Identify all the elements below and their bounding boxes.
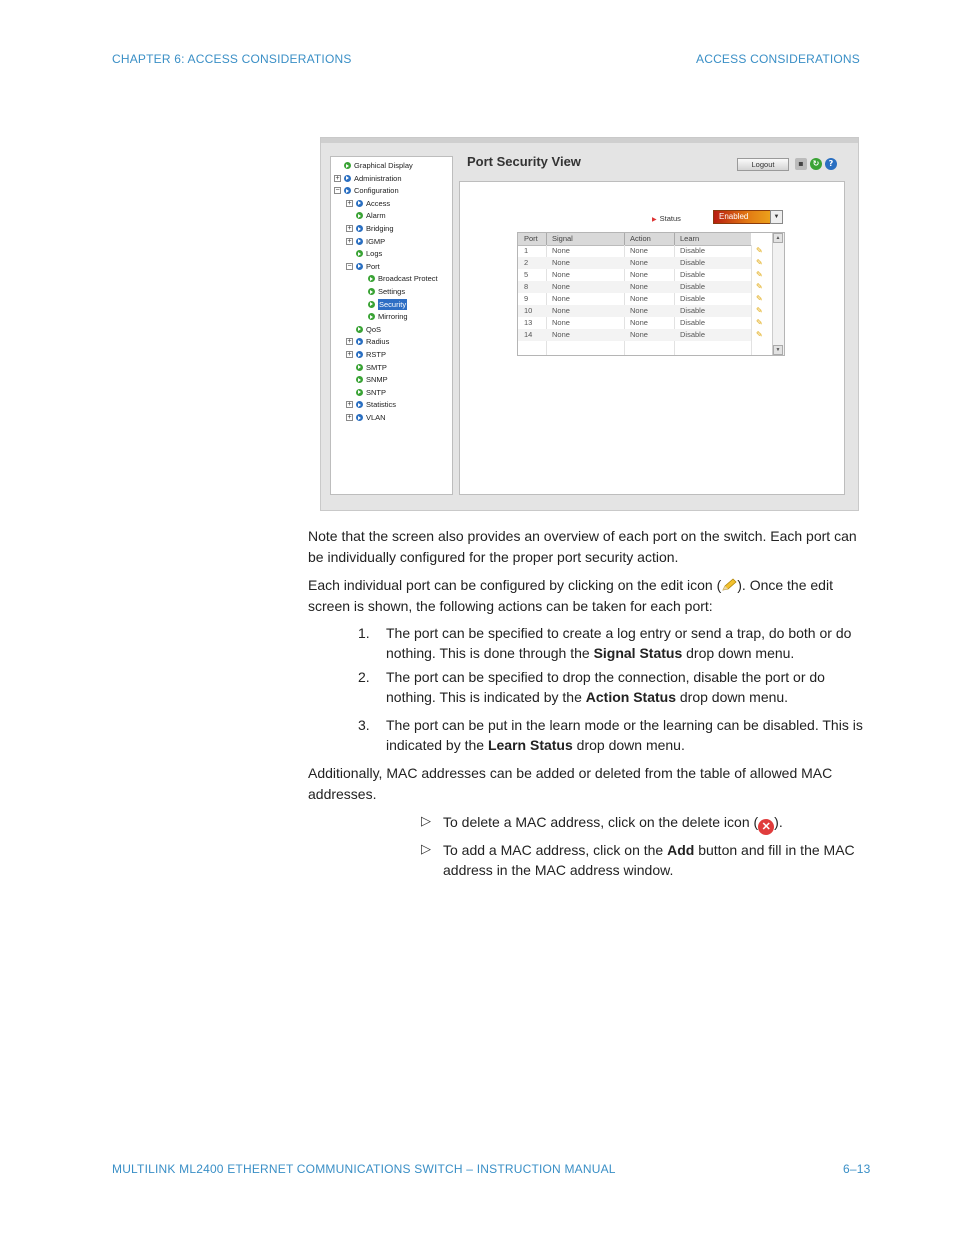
triangle-bullet-icon: ▷ (421, 814, 431, 829)
edit-pencil-icon[interactable]: ✎ (756, 246, 763, 255)
tree-spacer (346, 212, 353, 219)
tree-item[interactable] (346, 248, 382, 259)
tree-item[interactable] (346, 210, 386, 221)
tree-spacer (346, 376, 353, 383)
tree-item[interactable] (346, 198, 390, 209)
tree-node-icon (356, 376, 363, 383)
tree-node-icon (344, 187, 351, 194)
col-header-learn[interactable]: Learn (680, 234, 700, 243)
tree-item-label: RSTP (366, 350, 387, 359)
tree-node-icon (356, 364, 363, 371)
table-cell: None (630, 294, 648, 303)
tree-item-label: QoS (366, 324, 382, 334)
tree-item-label: Mirroring (378, 312, 408, 322)
bullet-delete-mac-pre: To delete a MAC address, click on the delete icon ( (443, 814, 759, 830)
tree-item[interactable] (346, 261, 380, 272)
table-cell: None (552, 330, 570, 339)
tree-item[interactable] (346, 412, 386, 423)
tree-node-icon (368, 288, 375, 295)
paragraph-mac: Additionally, MAC addresses can be added or deleted from the table of allowed MAC addresses. (308, 765, 833, 802)
tree-item[interactable] (346, 324, 381, 335)
table-cell: Disable (680, 294, 706, 303)
table-cell: Disable (680, 246, 706, 255)
edit-pencil-icon[interactable]: ✎ (756, 270, 763, 279)
table-cell: None (552, 318, 570, 327)
running-footer-left: MULTILINK ML2400 ETHERNET COMMUNICATIONS SWITCH – INSTRUCTION MANUAL (112, 1162, 616, 1176)
tree-spacer (358, 301, 365, 308)
logout-button[interactable]: Logout (737, 158, 789, 171)
tree-node-icon (356, 212, 363, 219)
status-dropdown[interactable] (713, 210, 783, 224)
table-cell: None (630, 282, 648, 291)
collapse-icon[interactable]: − (347, 262, 352, 270)
tree-spacer (358, 275, 365, 282)
status-label-text: Status (659, 214, 681, 223)
tree-item[interactable] (358, 311, 408, 322)
tree-item[interactable] (346, 223, 394, 234)
tree-item-label: Logs (366, 249, 383, 259)
list-item-bold: Action Status (585, 689, 676, 705)
expand-icon[interactable]: + (347, 225, 352, 232)
list-item (386, 667, 864, 707)
table-cell: None (630, 270, 648, 279)
tree-item-label: Bridging (366, 224, 394, 233)
tree-node-icon (356, 389, 363, 396)
tree-item[interactable] (334, 185, 399, 196)
panel-title: Port Security View (467, 154, 581, 169)
tree-spacer (346, 389, 353, 396)
tree-item[interactable] (334, 160, 413, 171)
table-row[interactable] (518, 245, 763, 257)
table-cell: Disable (680, 270, 706, 279)
table-scrollbar[interactable] (772, 233, 784, 355)
list-number: 3. (358, 717, 370, 733)
help-icon[interactable]: ? (825, 158, 837, 170)
tree-item-label: Statistics (366, 400, 397, 410)
table-cell: None (552, 306, 570, 315)
bullet-add-mac-pre: To add a MAC address, click on the (443, 842, 668, 858)
edit-pencil-icon[interactable]: ✎ (756, 306, 763, 315)
tree-item[interactable] (346, 387, 386, 398)
tree-node-icon (356, 200, 363, 207)
table-row[interactable] (518, 257, 763, 269)
bullet-add-mac-bold: Add (667, 842, 695, 858)
col-header-port[interactable]: Port (524, 234, 538, 243)
tree-item-label: Broadcast Protect (378, 274, 438, 284)
list-item (386, 715, 864, 755)
tree-item-label: Access (366, 198, 391, 208)
expand-icon[interactable]: + (347, 237, 352, 245)
navigation-tree (330, 156, 453, 495)
table-cell: 14 (524, 330, 533, 339)
port-security-screenshot (320, 137, 859, 511)
scroll-up-icon[interactable]: ▲ (773, 233, 783, 243)
tree-spacer (346, 364, 353, 371)
tree-spacer (358, 288, 365, 295)
tree-item[interactable] (358, 273, 438, 284)
tree-node-icon (356, 326, 363, 333)
expand-icon[interactable]: + (347, 414, 352, 421)
list-item-bold: Learn Status (487, 737, 573, 753)
running-header-right: ACCESS CONSIDERATIONS (696, 52, 861, 66)
table-row[interactable] (518, 305, 763, 317)
page-number: 6–13 (843, 1162, 871, 1176)
tree-item-label: SMTP (366, 362, 387, 372)
port-security-table (517, 232, 785, 356)
table-row[interactable] (518, 269, 763, 281)
table-row[interactable] (518, 293, 763, 305)
bullet-add-mac-post: button and fill in the MAC address in the MAC address window. (443, 842, 855, 878)
tree-item[interactable] (346, 374, 388, 385)
table-cell: 5 (524, 270, 529, 279)
table-cell: None (630, 306, 648, 315)
tree-node-icon (368, 275, 375, 282)
table-cell: None (630, 318, 648, 327)
screenshot-top-bar (321, 138, 858, 143)
paragraph-overview: Note that the screen also provides an overview of each port on the switch. Each port can be individually configured for the proper port security action. (308, 528, 857, 565)
tree-item[interactable] (346, 349, 386, 360)
tree-item-label: Radius (366, 337, 390, 347)
list-item-text: drop down menu. (682, 645, 795, 661)
tree-node-icon (368, 313, 375, 320)
col-header-signal[interactable]: Signal (552, 234, 573, 243)
table-cell: Disable (680, 282, 706, 291)
expand-icon[interactable]: + (347, 338, 352, 346)
table-cell: None (552, 294, 570, 303)
table-cell: Disable (680, 330, 706, 339)
tree-item-label: Settings (378, 287, 406, 296)
table-cell: 10 (524, 306, 533, 315)
status-dropdown-value: Enabled (719, 212, 749, 221)
tree-item-label: Graphical Display (354, 161, 413, 170)
tree-item-label: Security (379, 299, 407, 309)
list-number: 1. (358, 625, 370, 641)
table-cell: None (552, 282, 570, 291)
tree-spacer (358, 313, 365, 320)
tree-item[interactable] (346, 336, 389, 347)
tree-node-icon (356, 238, 363, 245)
tree-item-label: SNMP (366, 375, 388, 385)
tree-item-label: Port (366, 261, 380, 271)
table-cell: 8 (524, 282, 529, 291)
col-header-action[interactable]: Action (630, 234, 651, 243)
tree-item-label: Alarm (366, 211, 386, 221)
tree-spacer (346, 250, 353, 257)
bullet-delete-mac (443, 812, 863, 835)
expand-icon[interactable]: + (347, 199, 352, 207)
tree-node-icon (356, 338, 363, 345)
bullet-delete-mac-post: ). (774, 814, 783, 830)
tree-item-label: VLAN (366, 413, 386, 422)
table-cell: None (552, 258, 570, 267)
tree-spacer (346, 326, 353, 333)
tree-item[interactable] (358, 299, 407, 310)
tree-node-icon (368, 301, 375, 308)
edit-pencil-icon[interactable]: ✎ (756, 282, 763, 291)
table-cell: 2 (524, 258, 529, 267)
tree-node-icon (356, 250, 363, 257)
triangle-bullet-icon: ▷ (421, 842, 431, 857)
scroll-down-icon[interactable]: ▼ (773, 345, 783, 355)
list-item-bold: Signal Status (593, 645, 683, 661)
tree-item-label: SNTP (366, 387, 387, 397)
table-cell: 13 (524, 318, 533, 327)
table-cell: None (630, 330, 648, 339)
table-row[interactable] (518, 329, 763, 341)
paragraph-edit-icon-pre: Each individual port can be configured by clicking on the edit icon ( (308, 577, 722, 593)
list-item-text: The port can be specified to drop the connection, disable the port or do nothing. This is indicated by the (386, 669, 825, 705)
table-cell: 9 (524, 294, 529, 303)
tree-node-icon (344, 175, 351, 182)
tree-item-label: Administration (354, 173, 402, 183)
tree-node-icon (356, 225, 363, 232)
list-item-text: The port can be put in the learn mode or the learning can be disabled. This is indicated by the (386, 717, 863, 753)
tree-item-label: IGMP (366, 236, 386, 246)
tree-node-icon (344, 162, 351, 169)
edit-pencil-icon[interactable]: ✎ (756, 318, 763, 327)
table-cell: None (630, 246, 648, 255)
table-cell: Disable (680, 258, 706, 267)
tree-node-icon (356, 351, 363, 358)
table-cell: None (552, 270, 570, 279)
tree-item[interactable] (346, 236, 385, 247)
tree-spacer (334, 162, 341, 169)
tree-item[interactable] (358, 286, 405, 297)
table-cell: 1 (524, 246, 529, 255)
tree-item[interactable] (334, 173, 402, 184)
list-item (386, 623, 864, 663)
expand-icon[interactable]: + (335, 174, 340, 182)
tree-item[interactable] (346, 399, 396, 410)
paragraph-edit-icon-post: ). Once the edit screen is shown, the following actions can be taken for each port: (308, 577, 833, 614)
tree-node-icon (356, 401, 363, 408)
tree-item-label: Configuration (354, 186, 399, 196)
edit-pencil-icon[interactable]: ✎ (756, 294, 763, 303)
table-row[interactable] (518, 317, 763, 329)
edit-pencil-icon[interactable]: ✎ (756, 258, 763, 267)
list-item-text: The port can be specified to create a log entry or send a trap, do both or do nothing. This is done through the (386, 625, 852, 661)
table-row[interactable] (518, 281, 763, 293)
table-cell: Disable (680, 318, 706, 327)
arrow-right-icon: ▶ (652, 217, 657, 223)
table-cell: None (630, 258, 648, 267)
delete-icon: ✕ (758, 819, 774, 835)
paragraph-edit-icon (308, 575, 864, 616)
bullet-add-mac (443, 840, 863, 880)
pencil-icon (721, 578, 737, 592)
tree-item[interactable] (346, 362, 387, 373)
collapse-icon[interactable]: − (335, 187, 340, 195)
running-header-left: CHAPTER 6: ACCESS CONSIDERATIONS (112, 52, 352, 66)
list-number: 2. (358, 669, 370, 685)
table-cell: None (552, 246, 570, 255)
tree-node-icon (356, 263, 363, 270)
edit-pencil-icon[interactable]: ✎ (756, 330, 763, 339)
list-item-text: drop down menu. (572, 737, 685, 753)
chevron-down-icon[interactable]: ▼ (770, 210, 783, 224)
refresh-icon[interactable]: ↻ (810, 158, 822, 170)
tree-node-icon (356, 414, 363, 421)
status-label (652, 214, 681, 223)
expand-icon[interactable]: + (347, 401, 352, 409)
list-item-text: drop down menu. (676, 689, 789, 705)
expand-icon[interactable]: + (347, 351, 352, 358)
table-cell: Disable (680, 306, 706, 315)
save-icon[interactable]: ▪ (795, 158, 807, 170)
